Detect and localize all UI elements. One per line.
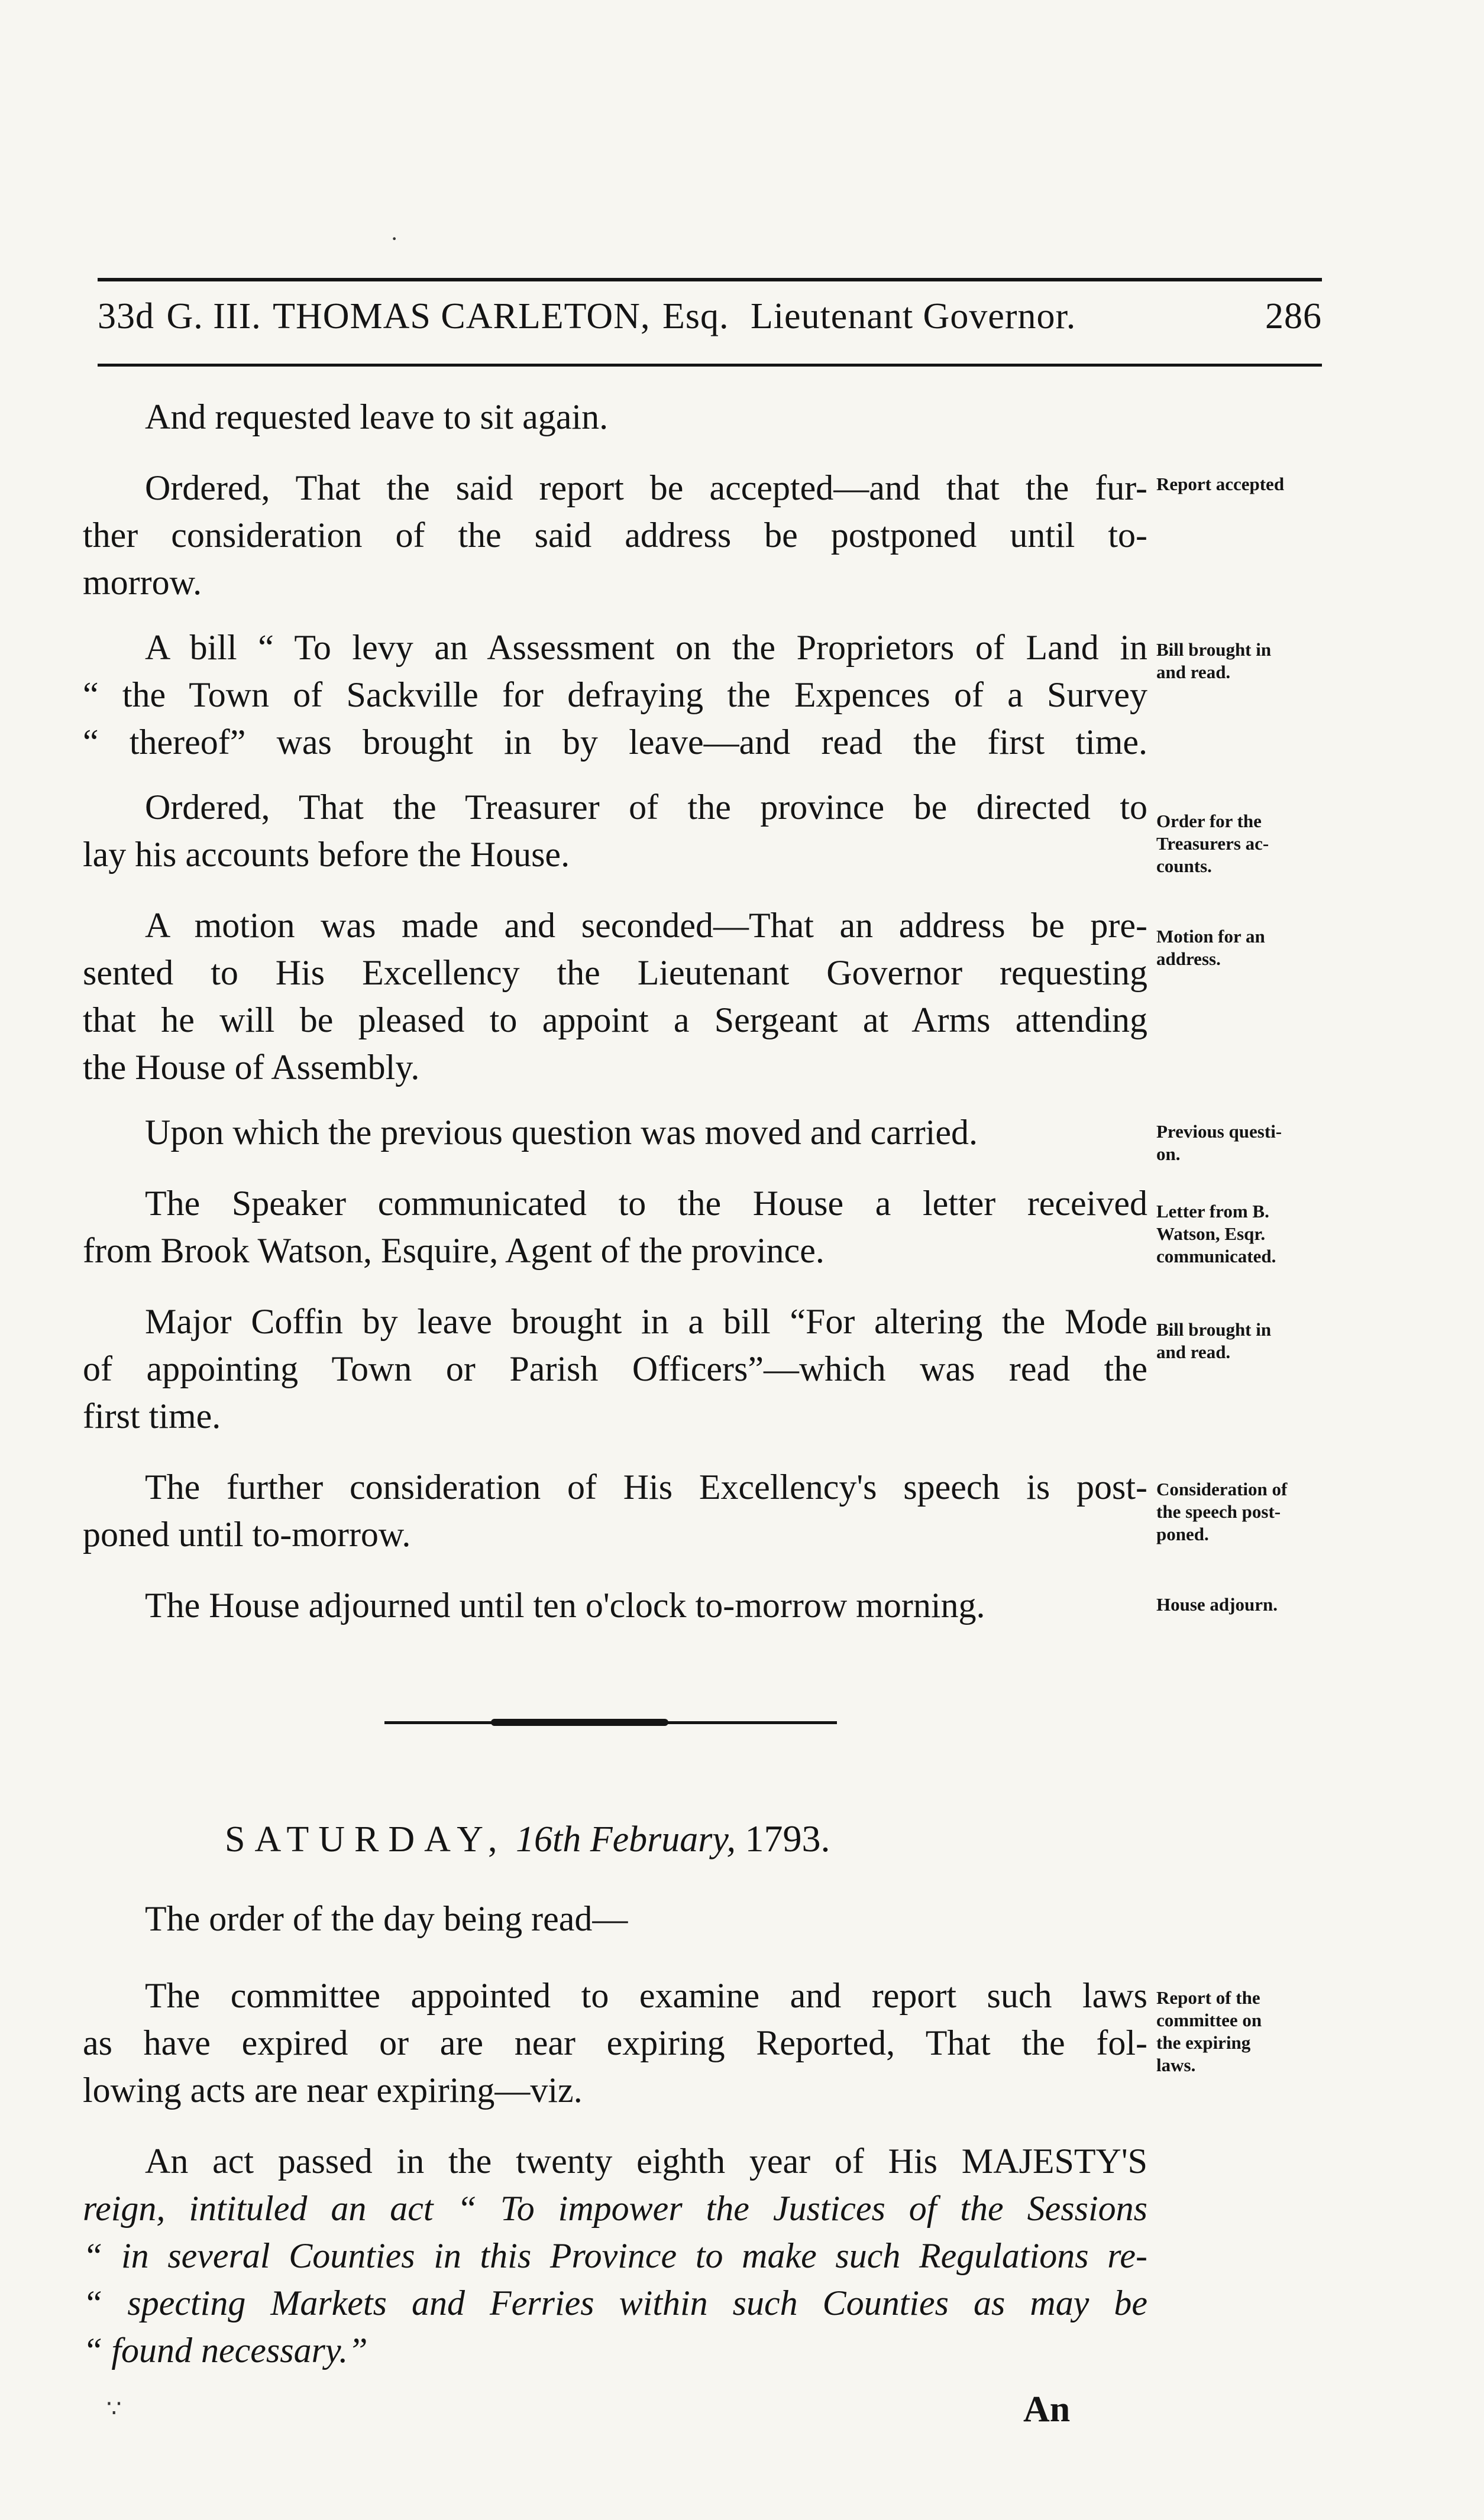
- running-head: [98, 296, 1322, 352]
- date-heading: [225, 1815, 1112, 1863]
- text-line: from Brook Watson, Esquire, Agent of the province.: [83, 1231, 825, 1270]
- side-note-line: Watson, Esqr.: [1156, 1223, 1266, 1244]
- text-line: “ the Town of Sackville for defraying the Expences of a Survey: [83, 675, 1147, 714]
- side-note-line: House adjourn.: [1156, 1594, 1278, 1615]
- side-note-line: Report accepted: [1156, 474, 1285, 494]
- paragraph: [83, 1972, 1147, 2114]
- text-line: A motion was made and seconded—That an address be pre-: [145, 906, 1147, 945]
- text-line: first time.: [83, 1397, 221, 1436]
- side-note-line: the expiring: [1156, 2032, 1251, 2053]
- side-note-line: Bill brought in: [1156, 639, 1272, 660]
- side-note: [1156, 1593, 1352, 1616]
- text-line: The Speaker communicated to the House a letter received: [145, 1184, 1147, 1223]
- page-number: 286: [1265, 296, 1322, 336]
- session-label: 33d: [98, 296, 154, 336]
- text-line: A bill “ To levy an Assessment on the Proprietors of Land in: [145, 628, 1147, 667]
- paragraph: [83, 1463, 1147, 1558]
- running-title: [98, 296, 1078, 338]
- governor-name: THOMAS CARLETON,: [273, 296, 651, 336]
- side-note-line: on.: [1156, 1144, 1181, 1164]
- side-note-line: Consideration of: [1156, 1479, 1288, 1499]
- text-line: Upon which the previous question was moved and carried.: [145, 1113, 978, 1152]
- side-note-line: Report of the: [1156, 1987, 1260, 2008]
- side-note-line: Bill brought in: [1156, 1319, 1272, 1340]
- paragraph: [83, 1895, 1147, 1942]
- side-note-line: the speech post-: [1156, 1501, 1281, 1522]
- side-note-line: Previous questi-: [1156, 1121, 1282, 1142]
- paragraph: [83, 464, 1147, 606]
- side-note: [1156, 473, 1352, 495]
- side-note: [1156, 1319, 1352, 1363]
- catchword: An: [1023, 2389, 1071, 2430]
- section-divider: [384, 1721, 837, 1724]
- side-note-line: and read.: [1156, 662, 1231, 682]
- paragraph: [83, 1180, 1147, 1274]
- side-note-line: laws.: [1156, 2055, 1196, 2075]
- text-line: The committee appointed to examine and report such laws: [145, 1976, 1147, 2015]
- text-line: ther consideration of the said address be postponed until to-: [83, 516, 1147, 555]
- paragraph: [83, 1582, 1147, 1629]
- text-line: And requested leave to sit again.: [145, 397, 609, 436]
- text-line: “ found necessary.”: [83, 2331, 368, 2370]
- text-line: the House of Assembly.: [83, 1048, 420, 1087]
- paragraph: [83, 1298, 1147, 1440]
- side-note: [1156, 1120, 1352, 1165]
- side-note-line: Treasurers ac-: [1156, 833, 1269, 854]
- text-line: sented to His Excellency the Lieutenant Governor requesting: [83, 953, 1147, 992]
- side-note-line: counts.: [1156, 856, 1212, 876]
- side-note-line: and read.: [1156, 1342, 1231, 1362]
- side-note: [1156, 639, 1352, 684]
- paragraph: [83, 624, 1147, 766]
- side-note: [1156, 1478, 1352, 1546]
- side-note: [1156, 810, 1352, 877]
- side-note-line: Order for the: [1156, 811, 1262, 831]
- side-note-line: committee on: [1156, 2010, 1262, 2030]
- text-line: Ordered, That the said report be accepted—and that the fur-: [145, 468, 1147, 507]
- reign-label: G. III.: [166, 296, 261, 336]
- paragraph: [83, 783, 1147, 878]
- text-line: An act passed in the twenty eighth year of His MAJESTY'S: [145, 2142, 1147, 2181]
- text-line: “ specting Markets and Ferries within such Counties as may be: [83, 2283, 1147, 2323]
- side-note: [1156, 1200, 1352, 1268]
- date-heading-year: 1793.: [745, 1818, 830, 1860]
- date-heading-day: SATURDAY,: [225, 1819, 507, 1860]
- side-note: [1156, 1987, 1352, 2077]
- ink-speck: ·: [390, 225, 399, 252]
- text-line: lowing acts are near expiring—viz.: [83, 2071, 583, 2110]
- paragraph: [83, 1109, 1147, 1156]
- side-note-line: Motion for an: [1156, 926, 1265, 947]
- ink-speck: ∵: [106, 2395, 122, 2422]
- paragraph: [83, 2137, 1147, 2374]
- paragraph: [83, 902, 1147, 1091]
- date-heading-date: 16th February,: [516, 1819, 736, 1860]
- text-line: reign, intituled an act “ To impower the Justices of the Sessions: [83, 2189, 1147, 2228]
- paragraph: [83, 393, 1147, 440]
- text-line: The order of the day being read—: [145, 1899, 628, 1938]
- header-rule-top: [98, 278, 1322, 281]
- text-line: The House adjourned until ten o'clock to-morrow morning.: [145, 1586, 985, 1625]
- side-note-line: poned.: [1156, 1524, 1209, 1544]
- side-note-line: communicated.: [1156, 1246, 1276, 1267]
- text-line: “ in several Counties in this Province to make such Regulations re-: [83, 2236, 1147, 2275]
- text-line: Major Coffin by leave brought in a bill “For altering the Mode: [145, 1302, 1147, 1341]
- text-line: of appointing Town or Parish Officers”—which was read the: [83, 1349, 1147, 1388]
- text-line: morrow.: [83, 563, 202, 602]
- text-line: “ thereof” was brought in by leave—and read the first time.: [83, 723, 1147, 762]
- side-note: [1156, 925, 1352, 970]
- text-line: as have expired or are near expiring Reported, That the fol-: [83, 2023, 1147, 2062]
- text-line: that he will be pleased to appoint a Sergeant at Arms attending: [83, 1000, 1147, 1039]
- text-line: poned until to-morrow.: [83, 1515, 411, 1554]
- header-rule-bottom: [98, 364, 1322, 367]
- text-line: lay his accounts before the House.: [83, 835, 570, 874]
- text-line: The further consideration of His Excellency's speech is post-: [145, 1468, 1147, 1507]
- office-label: Lieutenant Governor.: [750, 296, 1076, 336]
- text-line: Ordered, That the Treasurer of the province be directed to: [145, 788, 1147, 827]
- side-note-line: address.: [1156, 948, 1221, 969]
- side-note-line: Letter from B.: [1156, 1201, 1269, 1222]
- esq-label: Esq.: [662, 296, 729, 336]
